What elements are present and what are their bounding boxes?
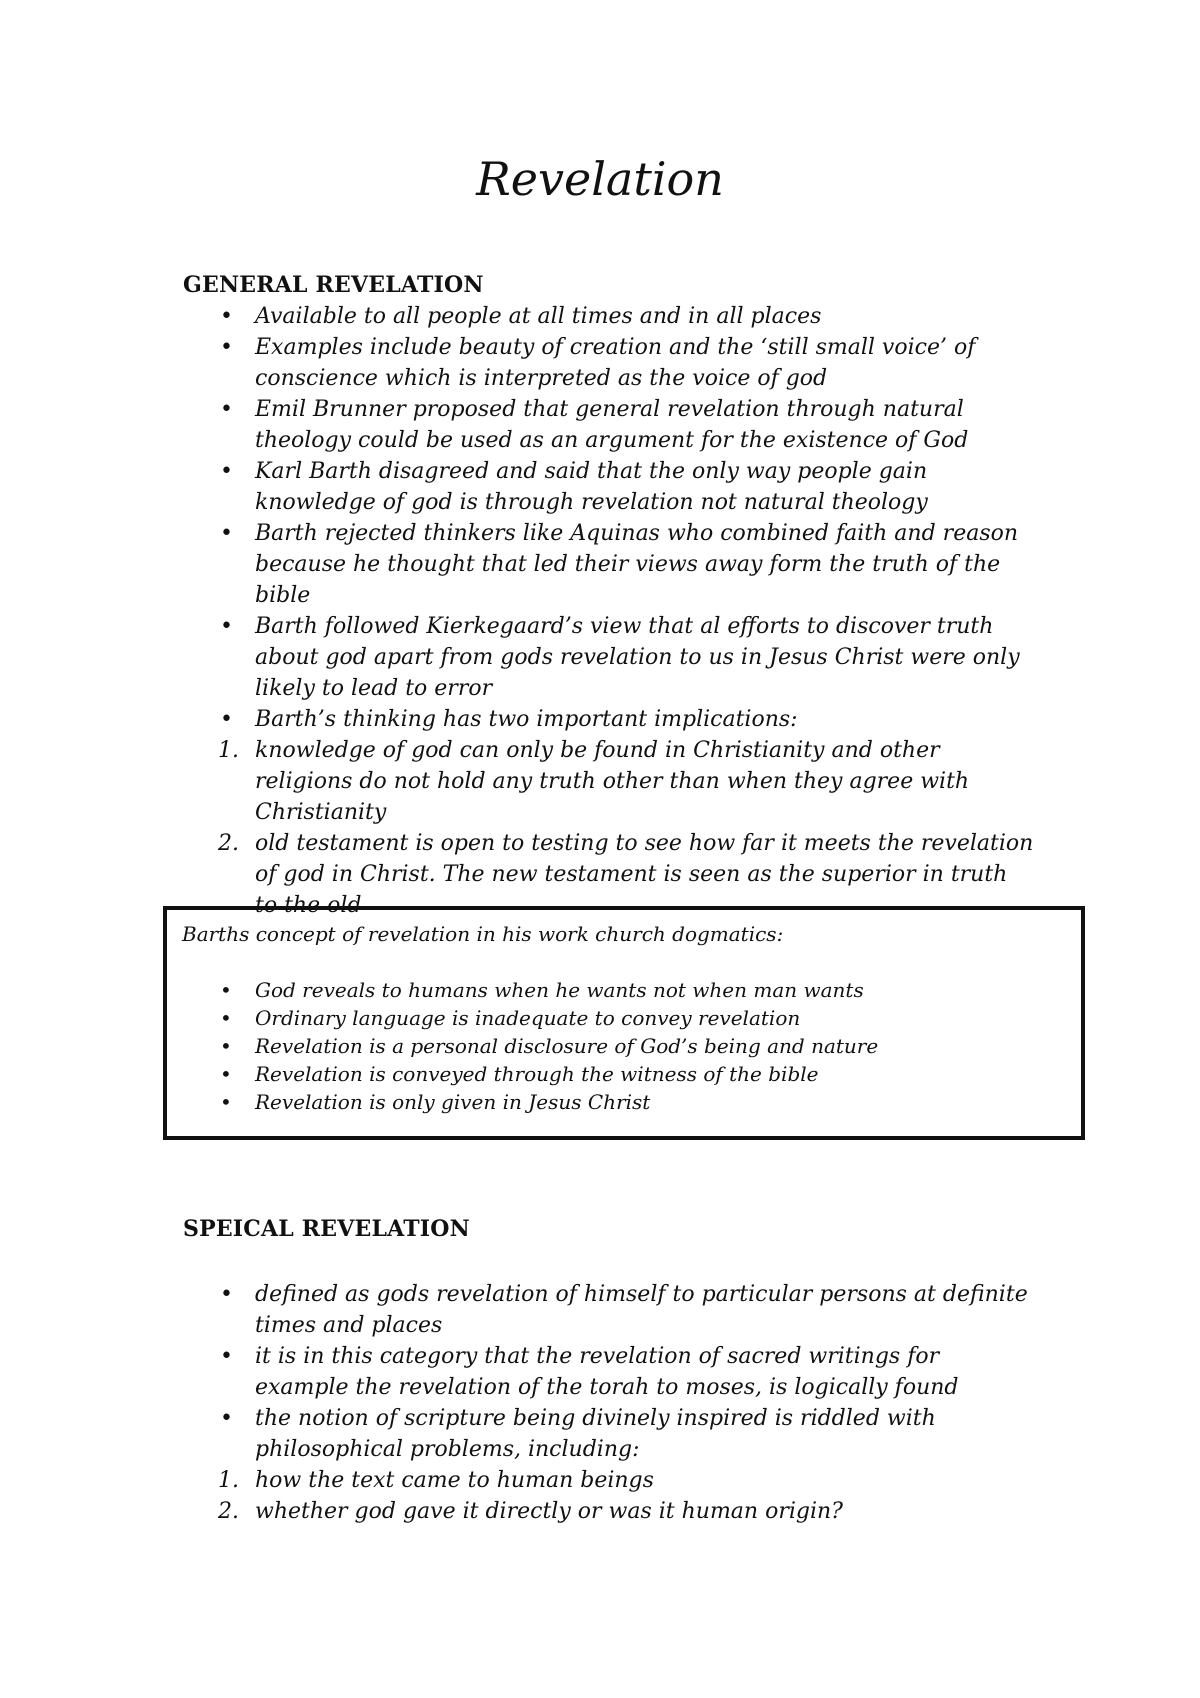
list-item-text: Ordinary language is inadequate to convey revelation <box>255 1006 801 1030</box>
list-item <box>0 332 1035 394</box>
list-item-text: Revelation is a personal disclosure of God’s being and nature <box>255 1034 879 1058</box>
general-revelation-heading: GENERAL REVELATION <box>183 272 484 298</box>
list-item-text: Emil Brunner proposed that general revelation through natural theology could be used as an argument for the existence of God <box>255 397 969 453</box>
list-item <box>167 1004 1067 1032</box>
numbered-list-item <box>0 1465 1035 1496</box>
bullet-marker: • <box>220 1034 232 1058</box>
list-item <box>0 1279 1035 1341</box>
bullet-marker: • <box>220 614 233 639</box>
bullet-marker: • <box>220 459 233 484</box>
list-item <box>0 1341 1035 1403</box>
box-intro-text: Barths concept of revelation in his work church dogmatics: <box>182 922 784 946</box>
list-item-text: defined as gods revelation of himself to particular persons at definite times and places <box>255 1282 1028 1338</box>
list-item-text: Karl Barth disagreed and said that the only way people gain knowledge of god is through revelation not natural theology <box>255 459 928 515</box>
list-item <box>167 1088 1067 1116</box>
list-item <box>0 456 1035 518</box>
bullet-marker: • <box>220 978 232 1002</box>
special-revelation-heading: SPEICAL REVELATION <box>183 1216 470 1242</box>
bullet-marker: • <box>220 397 233 422</box>
number-marker: 1. <box>218 1468 239 1493</box>
bullet-marker: • <box>220 335 233 360</box>
number-marker: 2. <box>218 831 239 856</box>
list-item <box>0 1403 1035 1465</box>
barth-concepts-box <box>163 906 1085 1140</box>
list-item <box>167 1032 1067 1060</box>
list-item-text: the notion of scripture being divinely inspired is riddled with philosophical problems, including: <box>255 1406 936 1462</box>
list-item-text: Revelation is conveyed through the witness of the bible <box>255 1062 819 1086</box>
list-item <box>0 518 1035 611</box>
bullet-marker: • <box>220 1282 233 1307</box>
number-marker: 1. <box>218 738 239 763</box>
bullet-marker: • <box>220 1006 232 1030</box>
list-item-text: Barth rejected thinkers like Aquinas who combined faith and reason because he thought that led their views away form the truth of the bible <box>255 521 1019 608</box>
list-item <box>0 704 1035 735</box>
list-item-text: old testament is open to testing to see how far it meets the revelation of god in Christ. The new testament is seen as the superior in truth to the old <box>255 831 1034 918</box>
list-item <box>167 976 1067 1004</box>
list-item-text: whether god gave it directly or was it human origin? <box>255 1499 843 1524</box>
list-item-text: Barth followed Kierkegaard’s view that al efforts to discover truth about god apart from gods revelation to us in Jesus Christ were only likely to lead to error <box>255 614 1020 701</box>
list-item-text: it is in this category that the revelation of sacred writings for example the revelation of the torah to moses, is logically found <box>255 1344 959 1400</box>
list-item <box>0 301 1035 332</box>
bullet-marker: • <box>220 304 233 329</box>
list-item-text: Available to all people at all times and in all places <box>255 304 822 329</box>
barth-concepts-list <box>167 976 1067 1116</box>
numbered-list-item <box>0 735 1035 828</box>
list-item-text: Revelation is only given in Jesus Christ <box>255 1090 651 1114</box>
bullet-marker: • <box>220 521 233 546</box>
number-marker: 2. <box>218 1499 239 1524</box>
bullet-marker: • <box>220 707 233 732</box>
list-item <box>0 611 1035 704</box>
special-revelation-list <box>0 1279 1200 1527</box>
list-item-text: God reveals to humans when he wants not when man wants <box>255 978 864 1002</box>
bullet-marker: • <box>220 1090 232 1114</box>
page-title: Revelation <box>476 152 724 206</box>
general-revelation-list <box>0 301 1200 921</box>
numbered-list-item <box>0 1496 1035 1527</box>
list-item-text: Examples include beauty of creation and the ‘still small voice’ of conscience which is interpreted as the voice of god <box>255 335 976 391</box>
bullet-marker: • <box>220 1406 233 1431</box>
list-item <box>167 1060 1067 1088</box>
list-item-text: how the text came to human beings <box>255 1468 654 1493</box>
bullet-marker: • <box>220 1062 232 1086</box>
list-item-text: Barth’s thinking has two important implications: <box>255 707 798 732</box>
list-item-text: knowledge of god can only be found in Christianity and other religions do not hold any truth other than when they agree with Christianity <box>255 738 970 825</box>
bullet-marker: • <box>220 1344 233 1369</box>
list-item <box>0 394 1035 456</box>
